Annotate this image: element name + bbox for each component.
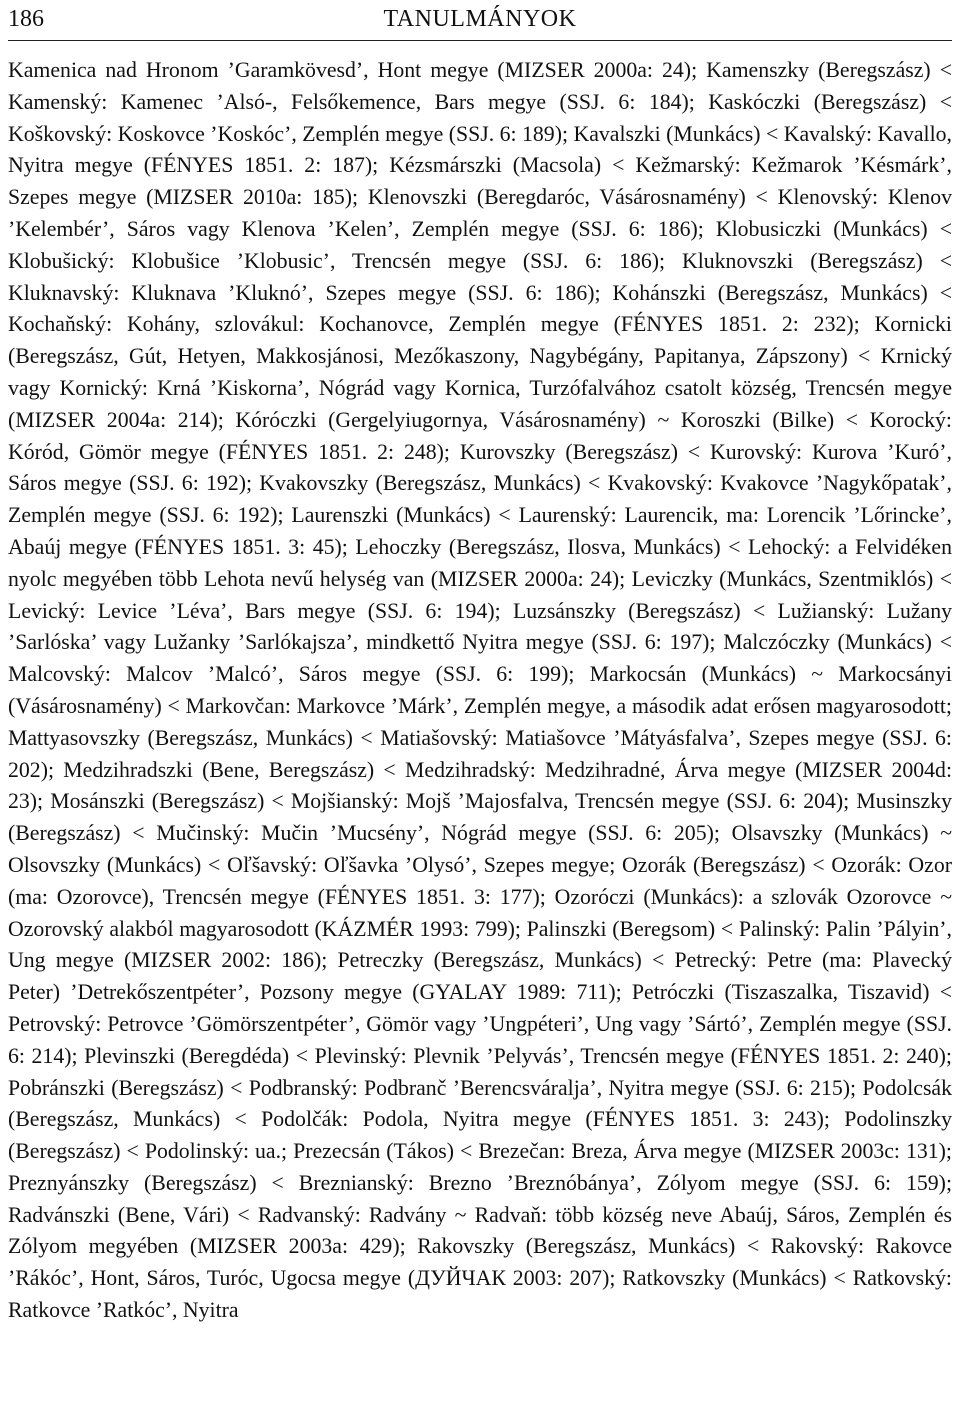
body-paragraph: Kamenica nad Hronom ’Garamkövesd’, Hont megye (MIZSER 2000a: 24); Kamenszky (Beregszász) < Kamenský: Kamenec ’Alsó-, Felsőkemence, Bars megye (SSJ. 6: 184); Kaskóczki (Beregszász) < Koškovský: Koskovce ’Koskóc’, Zemplén megye (SSJ. 6: 189); Kavalszki (Munkács) < Kavalský: Kavallo, Nyitra megye (FÉNYES 1851. 2: 187); Kézsmárszki (Macsola) < Kežmarský: Kežmarok ’Késmárk’, Szepes megye (MIZSER 2010a: 185); Klenovszki (Beregdaróc, Vásárosnamény) < Klenovský: Klenov ’Kelembér’, Sáros vagy Klenova ’Kelen’, Zemplén megye (SSJ. 6: 186); Klobusiczki (Munkács) < Klobušický: Klobušice ’Klobusic’, Trencsén megye (SSJ. 6: 186); Kluknovszki (Beregszász) < Kluknavský: Kluknava ’Kluknó’, Szepes megye (SSJ. 6: 186); Kohánszki (Beregszász, Munkács) < Kochaňský: Kohány, szlovákul: Kochanovce, Zemplén megye (FÉNYES 1851. 2: 232); Kornicki (Beregszász, Gút, Hetyen, Makkosjánosi, Mezőkaszony, Nagybégány, Papitanya, Zápszony) < Krnický vagy Kornický: Krná ’Kiskorna’, Nógrád vagy Kornica, Turzófalvához csatolt község, Trencsén megye (MIZSER 2004a: 214); Kóróczki (Gergelyiugornya, Vásárosnamény) ~ Koroszki (Bilke) < Korocký: Kóród, Gömör megye (FÉNYES 1851. 2: 248); Kurovszky (Beregszász) < Kurovský: Kurova ’Kuró’, Sáros megye (SSJ. 6: 192); Kvakovszky (Beregszász, Munkács) < Kvakovský: Kvakovce ’Nagykőpatak’, Zemplén megye (SSJ. 6: 192); Laurenszki (Munkács) < Laurenský: Laurencik, ma: Lorencik ’Lőrincke’, Abaúj megye (FÉNYES 1851. 3: 45); Lehoczky (Beregszász, Ilosva, Munkács) < Lehocký: a Felvidéken nyolc megyében több Lehota nevű helység van (MIZSER 2000a: 24); Leviczky (Munkács, Szentmiklós) < Levický: Levice ’Léva’, Bars megye (SSJ. 6: 194); Luzsánszky (Beregszász) < Lužianský: Lužany ’Sarlóska’ vagy Lužanky ’Sarlókajsza’, mindkettő Nyitra megye (SSJ. 6: 197); Malczóczky (Munkács) < Malcovský: Malcov ’Malcó’, Sáros megye (SSJ. 6: 199); Markocsán (Munkács) ~ Markocsányi (Vásárosnamény) < Markovčan: Markovce ’Márk’, Zemplén megye, a második adat erősen magyarosodott; Mattyasovszky (Beregszász, Munkács) < Matiašovský: Matiašovce ’Mátyásfalva’, Szepes megye (SSJ. 6: 202); Medzihradszki (Bene, Beregszász) < Medzihradský: Medzihradné, Árva megye (MIZSER 2004d: 23); Mosánszki (Beregszász) < Mojšianský: Mojš ’Majosfalva, Trencsén megye (SSJ. 6: 204); Musinszky (Beregszász) < Mučinský: Mučin ’Mucsény’, Nógrád megye (SSJ. 6: 205); Olsavszky (Munkács) ~ Olsovszky (Munkács) < Oľšavský: Oľšavka ’Olysó’, Szepes megye; Ozorák (Beregszász) < Ozorák: Ozor (ma: Ozorovce), Trencsén megye (FÉNYES 1851. 3: 177); Ozoróczi (Munkács): a szlovák Ozorovce ~ Ozorovský alakból magyarosodott (KÁZMÉR 1993: 799); Palinszki (Beregsom) < Palinský: Palin ’Pályin’, Ung megye (MIZSER 2002: 186); Petreczky (Beregszász, Munkács) < Petrecký: Petre (ma: Plavecký Peter) ’Detrekőszentpéter’, Pozsony megye (GYALAY 1989: 711); Petróczki (Tiszaszalka, Tiszavid) < Petrovský: Petrovce ’Gömörszentpéter’, Gömör vagy ’Ungpéteri’, Ung vagy ’Sártó’, Zemplén megye (SSJ. 6: 214); Plevinszki (Beregdéda) < Plevinský: Plevnik ’Pelyvás’, Trencsén megye (FÉNYES 1851. 2: 240); Pobránszki (Beregszász) < Podbranský: Podbranč ’Berencsváralja’, Nyitra megye (SSJ. 6: 215); Podolcsák (Beregszász, Munkács) < Podolčák: Podola, Nyitra megye (FÉNYES 1851. 3: 243); Podolinszky (Beregszász) < Podolinský: ua.; Prezecsán (Tákos) < Brezečan: Breza, Árva megye (MIZSER 2003c: 131); Preznyánszky (Beregszász) < Breznianský: Brezno ’Breznóbánya’, Zólyom megye (SSJ. 6: 159); Radvánszki (Bene, Vári) < Radvanský: Radvány ~ Radvaň: több község neve Abaúj, Sáros, Zemplén és Zólyom megyében (MIZSER 2003a: 429); Rakovszky (Beregszász, Munkács) < Rakovský: Rakovce ’Rákóc’, Hont, Sáros, Turóc, Ugocsa megye (ДУЙЧАК 2003: 207); Ratkovszky (Munkács) < Ratkovský: Ratkovce ’Ratkóc’, Nyitra — [8, 58, 952, 1323]
page-number: 186 — [8, 6, 44, 32]
running-head: TANULMÁNYOK — [383, 6, 577, 32]
page-header — [8, 0, 952, 42]
header-rule — [8, 40, 952, 41]
